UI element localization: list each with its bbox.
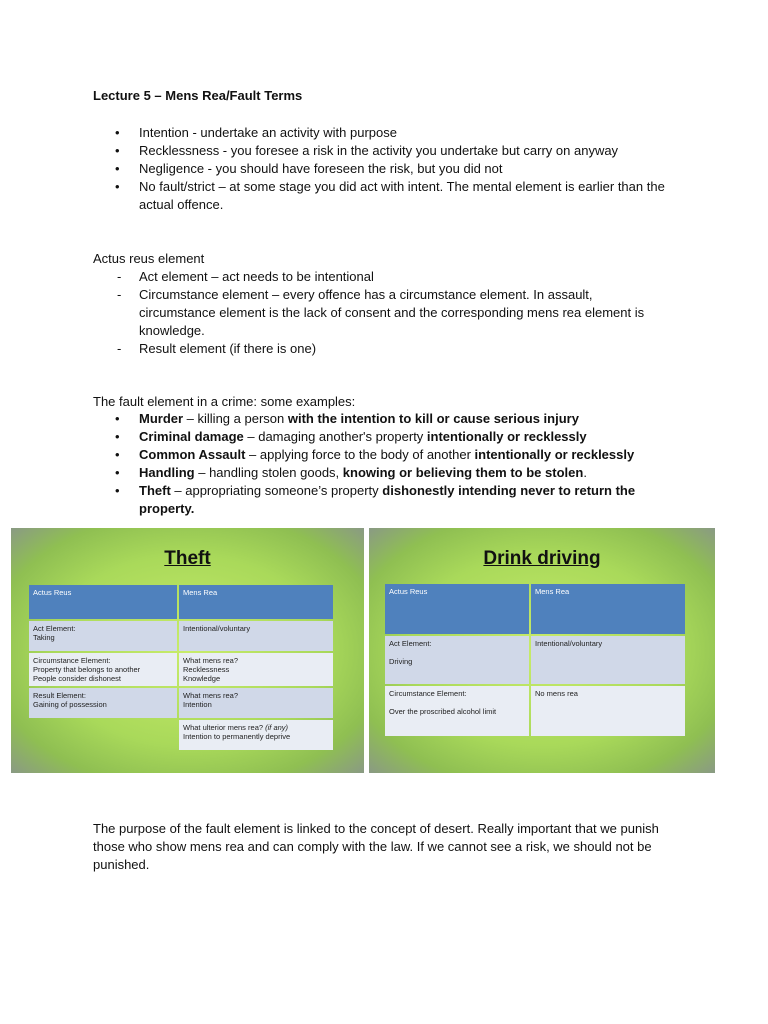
table-header: Actus Reus [29,585,177,619]
theft-table [27,583,335,752]
crime-desc: – handling stolen goods, [194,465,343,480]
crime-fault: with the intention to kill or cause serious injury [287,411,579,426]
actus-list [93,268,653,358]
crime-desc: – appropriating someone’s property [170,483,383,498]
table-cell: Intentional/voluntary [531,636,685,684]
list-item: • Intention - undertake an activity with purpose [93,124,683,142]
list-item: • No fault/strict – at some stage you did act with intent. The mental element is earlier than the actual offence. [93,178,683,214]
list-item [93,482,693,518]
crime-fault: intentionally or recklessly [474,447,635,462]
slide-title: Drink driving [483,548,601,569]
examples-heading: The fault element in a crime: some examples: [93,394,356,409]
table-cell-empty [29,720,177,750]
crime-desc: – damaging another's property [243,429,427,444]
table-cell: What mens rea? Recklessness Knowledge [179,653,333,686]
theft-slide [11,528,364,773]
crime-fault: dishonestly intending never to return the property. [139,483,636,516]
drink-driving-slide [369,528,715,773]
crime-fault: knowing or believing them to be stolen [342,465,584,480]
table-cell: Result Element: Gaining of possession [29,688,177,718]
actus-heading: Actus reus element [93,251,205,266]
page-title: Lecture 5 – Mens Rea/Fault Terms [93,88,303,103]
table-cell: No mens rea [531,686,685,736]
crime-name: Criminal damage [139,429,244,444]
crime-tail: . [583,465,587,480]
list-item [93,428,693,446]
table-cell: Intentional/voluntary [179,621,333,651]
table-cell: Circumstance Element: Over the proscribed alcohol limit [385,686,529,736]
list-item: - Act element – act needs to be intentional [93,268,653,286]
table-header: Actus Reus [385,584,529,634]
slide-title: Theft [164,548,211,569]
list-item: • Negligence - you should have foreseen the risk, but you did not [93,160,683,178]
crime-name: Theft [139,483,171,498]
examples-list [93,410,693,518]
table-cell: Act Element: Driving [385,636,529,684]
table-header: Mens Rea [531,584,685,634]
drink-driving-table [383,582,687,738]
fault-terms-list [93,124,683,214]
list-item [93,446,693,464]
table-cell: Act Element: Taking [29,621,177,651]
table-cell: Circumstance Element: Property that belongs to another People consider dishonest [29,653,177,686]
closing-paragraph: The purpose of the fault element is linked to the concept of desert. Really important that we punish those who show mens rea and can comply with the law. If we cannot see a risk, we should not be punished. [93,821,659,872]
list-item [93,410,693,428]
table-header: Mens Rea [179,585,333,619]
list-item: - Result element (if there is one) [93,340,653,358]
crime-name: Murder [139,411,184,426]
table-cell: What ulterior mens rea? (if any) Intention to permanently deprive [179,720,333,750]
crime-name: Common Assault [139,447,246,462]
crime-desc: – killing a person [183,411,288,426]
crime-desc: – applying force to the body of another [245,447,475,462]
crime-fault: intentionally or recklessly [426,429,587,444]
list-item [93,464,693,482]
crime-name: Handling [139,465,195,480]
list-item: - Circumstance element – every offence has a circumstance element. In assault, circumstance element is the lack of consent and the corresponding mens rea element is knowledge. [93,286,653,340]
table-cell: What mens rea? Intention [179,688,333,718]
list-item: • Recklessness - you foresee a risk in the activity you undertake but carry on anyway [93,142,683,160]
